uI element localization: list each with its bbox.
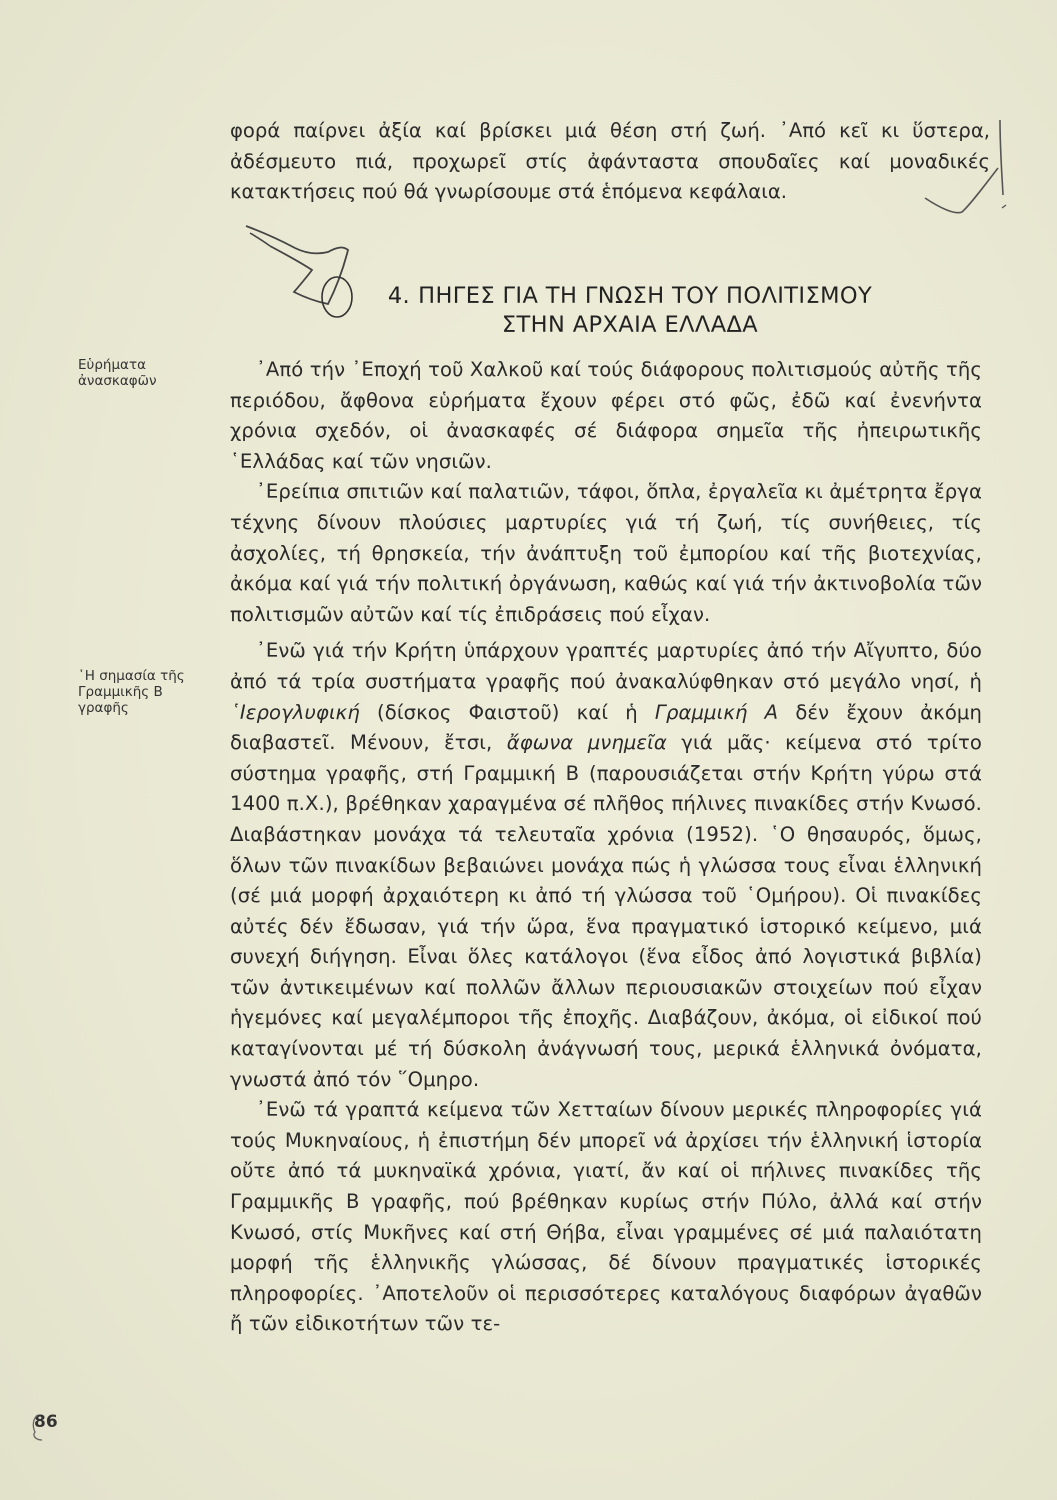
p3-text-d: γιά μᾶς· κείμενα στό τρίτο σύστημα γραφῆς, στή Γραμμική Β (παρουσιάζεται στήν Κρήτη γύρω στά 1400 π.Χ.), βρέθηκαν χαραγμένα σέ πλῆθος πήλινες πινακίδες στήν Κνωσό. Διαβάστηκαν μονάχα τά τελευταῖα χρόνια (1952). ῾Ο θησαυρός, ὅμως, ὅλων τῶν πινακίδων βεβαιώνει μονάχα πώς ἡ γλώσσα τους εἶναι ἑλληνική (σέ μιά μορφή ἀρχαιότερη κι ἀπό τή γλώσσα τοῦ ῾Ομήρου). Οἱ πινακίδες αὐτές δέν ἔδωσαν, γιά τήν ὥρα, ἕνα πραγματικό ἱστορικό κείμενο, μιά συνεχή διήγηση. Εἶναι ὅλες κατάλογοι (ἕνα εἶδος ἀπό λογιστικά βιβλία) τῶν ἀντικειμένων καί πολλῶν ἄλλων περιουσιακῶν στοιχείων πού εἶχαν ἡγεμόνες καί μεγαλέμποροι τῆς ἐποχῆς. Διαβάζουν, ἀκόμα, οἱ εἰδικοί πού καταγίνονται μέ τή δύσκολη ἀνάγνωσή τους, μερικά ἑλληνικά ὀνόματα, γνωστά ἀπό τόν ῞Ομηρο. — [230, 731, 982, 1091]
p3-italic-linear-a: Γραμμική Α — [654, 700, 779, 724]
p3-text-b: (δίσκος Φαιστοῦ) καί ἡ — [359, 700, 655, 724]
body-paragraph-4: ᾿Ενῶ τά γραπτά κείμενα τῶν Χετταίων δίνουν μερικές πληροφορίες γιά τούς Μυκηναίους, ἡ ἐπιστήμη δέν μπορεῖ νά ἀρχίσει τήν ἑλληνική ἱστορία οὔτε ἀπό τά μυκηναϊκά χρόνια, γιατί, ἄν καί οἱ πήλινες πινακίδες τῆς Γραμμικῆς Β γραφῆς, πού βρέθηκαν κυρίως στήν Πύλο, ἀλλά καί στήν Κνωσό, στίς Μυκῆνες καί στή Θήβα, εἶναι γραμμένες σέ μιά παλαιότατη μορφή τῆς ἑλληνικῆς γλώσσας, δέ δίνουν πραγματικές ἱστορικές πληροφορίες. ᾿Αποτελοῦν οἱ περισσότερες καταλόγους διαφόρων ἀγαθῶν ἤ τῶν εἰδικοτήτων τῶν τε- — [230, 1098, 982, 1336]
intro-paragraph: φορά παίρνει ἀξία καί βρίσκει μιά θέση στή ζωή. ᾿Από κεῖ κι ὕστερα, ἀδέσμευτο πιά, προχωρεῖ στίς ἀφάνταστα σπουδαῖες καί μοναδικές κατακτήσεις πού θά γνωρίσουμε στά ἑπόμενα κεφάλαια. — [230, 119, 990, 203]
p3-text-c: δέν ἔχουν ἀκόμη διαβαστεῖ. Μένουν, ἔτσι, — [230, 700, 983, 755]
pencil-bracket-mark — [1000, 120, 1003, 195]
pencil-arrow-tail — [250, 233, 270, 246]
p3-italic-hieroglyphic: ῾Ιερογλυφική — [230, 700, 360, 724]
body-paragraph-2: ᾿Ερείπια σπιτιῶν καί παλατιῶν, τάφοι, ὅπλα, ἐργαλεῖα κι ἀμέτρητα ἔργα τέχνης δίνουν πλούσιες μαρτυρίες γιά τή ζωή, τίς συνήθειες, τίς ἀσχολίες, τή θρησκεία, τήν ἀνάπτυξη τοῦ ἐμπορίου καί τῆς βιοτεχνίας, ἀκόμα καί γιά τήν πολιτική ὀργάνωση, καθώς καί γιά τήν ἀκτινοβολία τῶν πολιτισμῶν αὐτῶν καί τίς ἐπιδράσεις πού εἶχαν. — [230, 480, 982, 626]
section-title-line2: ΣΤΗΝ ΑΡΧΑΙΑ ΕΛΛΑΔΑ — [501, 312, 759, 338]
section-heading-line1 — [300, 282, 960, 311]
section-number: 4. — [387, 283, 411, 309]
section-title-line1: ΠΗΓΕΣ ΓΙΑ ΤΗ ΓΝΩΣΗ ΤΟΥ ΠΟΛΙΤΙΣΜΟΥ — [418, 283, 873, 309]
body-paragraph-1: ᾿Από τήν ᾿Εποχή τοῦ Χαλκοῦ καί τούς διάφορους πολιτισμούς αὐτῆς τῆς περιόδου, ἄφθονα εὑρήματα ἔχουν φέρει στό φῶς, ἐδῶ καί ἐνενήντα χρόνια σχεδόν, οἱ ἀνασκαφές σέ διάφορα σημεῖα τῆς ἠπειρωτικῆς ῾Ελλάδας καί τῶν νησιῶν. — [230, 358, 983, 473]
margin-note-linear-b: ῾Η σημασία τῆς Γραμμικῆς Β γραφῆς — [78, 668, 185, 716]
body-paragraph-3 — [230, 636, 982, 1095]
pencil-tick-mark — [1002, 205, 1006, 208]
p3-text-a: ᾿Ενῶ γιά τήν Κρήτη ὑπάρχουν γραπτές μαρτυρίες ἀπό τήν Αἴγυπτο, δύο ἀπό τά τρία συστήματα γραφῆς πού ἀνακαλύφθηκαν στό μεγάλο νησί, ἡ — [230, 639, 982, 693]
page-number: 86 — [34, 1412, 58, 1432]
section-heading — [300, 282, 960, 340]
section-body — [230, 355, 982, 1340]
intro-text — [230, 116, 990, 208]
p3-italic-silent-monuments: ἄφωνα μνημεῖα — [506, 731, 667, 755]
margin-note-excavation-finds: Εὑρήματα ἀνασκαφῶν — [78, 357, 157, 389]
